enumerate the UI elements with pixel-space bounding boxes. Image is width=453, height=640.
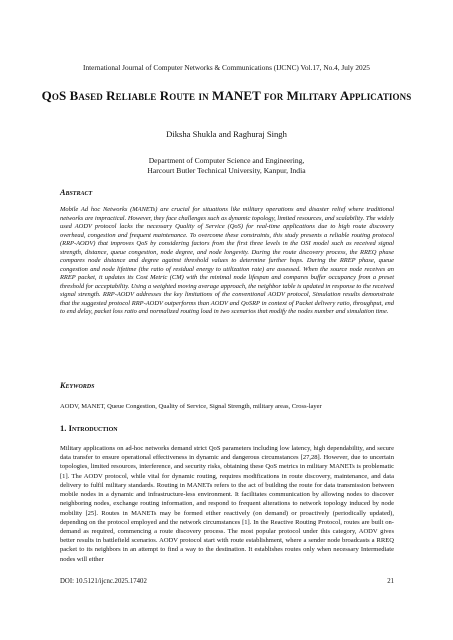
page-number: 21	[387, 578, 394, 585]
abstract-text: Mobile Ad hoc Networks (MANETs) are crucial for situations like military operations and disaster relief where traditional networks are impractical. However, they face challenges such as dynamic topology, limited resources, and scalability. The widely used AODV protocol lacks the necessary Quality of Service (QoS) for real-time applications due to high route discovery overhead, congestion and frequent maintenance. To overcome these constraints, this study presents a reliable routing protocol (RRP-AODV) that improves QoS by considering factors from the first three levels in the OSI model such as received signal strength, distance, queue congestion, node degree, and node longevity. During the route discovery process, the RREQ phase compares node distance and degree against threshold values to determine further hops. During the RREP phase, queue congestion and node lifetime (the ratio of residual energy to utilization rate) are assessed. When the source node receives an RREP packet, it updates its Cost Metric (CM) with the minimal node lifespan and compares buffer occupancy from a preset threshold for acceptability. Using a weighted moving average approach, the neighbor table is updated in response to the received signal strength. RRP-AODV addresses the key limitations of the conventional AODV protocol, Simulation results demonstrate that the suggested protocol RRP-AODV outperforms than AODV and QoSRP in context of Packet delivery ratio, throughput, end to end delay, packet loss ratio and normalized routing load in two scenarios that modify the nodes number and simulation time.	[60, 206, 394, 316]
affiliation	[0, 156, 453, 175]
keywords-heading: Keywords	[60, 381, 95, 390]
journal-header: International Journal of Computer Networks & Communications (IJCNC) Vol.17, No.4, July 2025	[83, 63, 370, 72]
doi-label: DOI: 10.5121/ijcnc.2025.17402	[60, 578, 147, 585]
abstract-heading: Abstract	[60, 188, 93, 197]
affiliation-line-2: Harcourt Butler Technical University, Kanpur, India	[147, 165, 306, 175]
introduction-heading: 1. Introduction	[60, 423, 118, 433]
affiliation-line-1: Department of Computer Science and Engineering,	[148, 156, 305, 165]
introduction-text: Military applications on ad-hoc networks demand strict QoS parameters including low latency, high dependability, and secure data transfer to ensure operational effectiveness in dynamic and dangerous circumstances [27,28]. However, due to uncertain topologies, limited resources, interference, and security risks, obtaining these QoS metrics in military MANETs is problematic [1]. The AODV protocol, while vital for dynamic routing, requires modifications in route discovery, maintenance, and data delivery to fulfil military standards. Routing in MANETs refers to the act of building the route for data transmission between mobile nodes in a dynamic and infrastructure-less environment. It facilitates communication by allowing nodes to discover neighboring nodes, exchange routing information, and respond to frequent alterations to network topology induced by node mobility [25]. Routes in MANETs may be formed either reactively (on demand) or proactively (periodically updated), depending on the protocol employed and the network circumstances [1]. In the Reactive Routing Protocol, routes are built on-demand as required, commencing a route discovery process. The most popular protocol under this category, AODV gives better results in battlefield scenarios. AODV protocol start with route establishment, where a sender node broadcasts a RREQ packet to its neighbors in an attempt to find a way to the destination. It establishes routes only when necessary Intermediate nodes will either	[60, 445, 394, 563]
keywords-text: AODV, MANET, Queue Congestion, Quality of Service, Signal Strength, military areas, Cross-layer	[60, 403, 322, 410]
paper-title: QoS Based Reliable Route in MANET for Military Applications	[41, 88, 412, 103]
authors: Diksha Shukla and Raghuraj Singh	[166, 129, 287, 139]
